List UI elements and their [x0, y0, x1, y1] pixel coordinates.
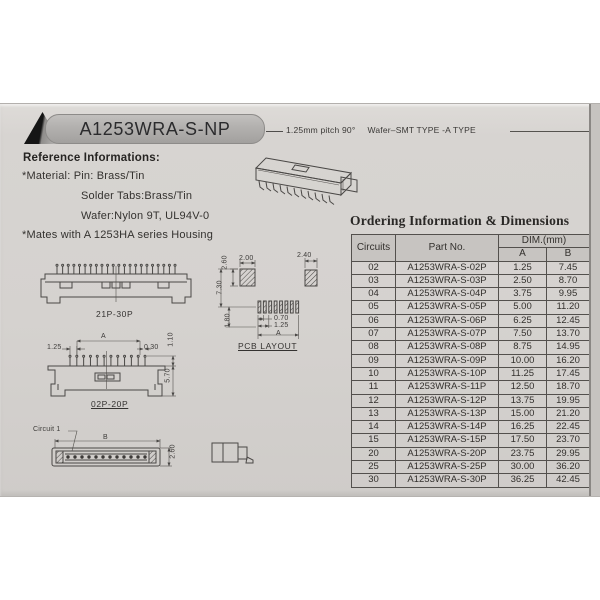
cell-dim-b: 11.20	[547, 301, 590, 314]
table-row	[352, 394, 590, 407]
cell-dim-b: 7.45	[547, 261, 590, 274]
type-note: Wafer–SMT TYPE -A TYPE	[367, 125, 476, 135]
dim-hole-width: 0.70	[274, 315, 289, 322]
cell-dim-a: 6.25	[499, 314, 547, 327]
cell-dim-a: 13.75	[499, 394, 547, 407]
table-row	[352, 301, 590, 314]
dim-a-pcb: A	[276, 330, 281, 337]
cell-dim-b: 17.45	[547, 367, 590, 380]
cell-dim-b: 21.20	[547, 407, 590, 420]
part-number: A1253WRA-S-NP	[79, 118, 231, 139]
pitch-note: 1.25mm pitch 90°	[286, 125, 356, 135]
ordering-title: Ordering Information & Dimensions	[350, 213, 570, 228]
cell-part-no: A1253WRA-S-04P	[396, 288, 499, 301]
part-number-badge	[45, 114, 265, 144]
circuit-1-label: Circuit 1	[33, 426, 61, 433]
ordering-table	[351, 234, 590, 488]
cell-dim-a: 12.50	[499, 381, 547, 394]
table-row	[352, 461, 590, 474]
side-view-drawing	[212, 443, 253, 463]
cell-circuits: 02	[352, 261, 396, 274]
dim-pad-height: 2.60	[221, 255, 229, 270]
front-view-02p-20p-drawing	[36, 329, 181, 401]
cell-part-no: A1253WRA-S-05P	[396, 301, 499, 314]
bottom-view-drawing	[28, 422, 260, 470]
cell-dim-b: 14.95	[547, 341, 590, 354]
page-edge-shadow	[591, 104, 600, 496]
dim-pin-height: 1.10	[167, 332, 175, 347]
cell-dim-b: 18.70	[547, 381, 590, 394]
dim-b-bottom: B	[103, 434, 108, 441]
col-header-part-no: Part No.	[396, 235, 499, 262]
col-header-dim: DIM.(mm)	[499, 235, 590, 248]
cell-circuits: 07	[352, 328, 396, 341]
cell-part-no: A1253WRA-S-14P	[396, 421, 499, 434]
cell-part-no: A1253WRA-S-30P	[396, 474, 499, 487]
dim-body-height: 5.70	[164, 368, 172, 383]
dim-end-pad-width: 2.40	[297, 252, 312, 259]
cell-part-no: A1253WRA-S-07P	[396, 328, 499, 341]
header-subtitle	[286, 125, 476, 135]
cell-circuits: 11	[352, 381, 396, 394]
cell-circuits: 05	[352, 301, 396, 314]
col-header-b: B	[547, 248, 590, 261]
dim-hole-pitch: 1.25	[274, 322, 289, 329]
cell-dim-a: 10.00	[499, 354, 547, 367]
dim-a-mid: A	[101, 333, 106, 340]
table-row	[352, 381, 590, 394]
table-row	[352, 328, 590, 341]
cell-part-no: A1253WRA-S-02P	[396, 261, 499, 274]
table-row	[352, 261, 590, 274]
cell-dim-a: 11.25	[499, 367, 547, 380]
table-row	[352, 314, 590, 327]
cell-dim-b: 9.95	[547, 288, 590, 301]
mid-view-label: 02P-20P	[91, 399, 129, 409]
cell-dim-a: 1.25	[499, 261, 547, 274]
cell-dim-b: 13.70	[547, 328, 590, 341]
cell-circuits: 03	[352, 274, 396, 287]
cell-dim-a: 17.50	[499, 434, 547, 447]
cell-part-no: A1253WRA-S-12P	[396, 394, 499, 407]
cell-dim-b: 42.45	[547, 474, 590, 487]
cell-part-no: A1253WRA-S-06P	[396, 314, 499, 327]
table-row	[352, 274, 590, 287]
bottom-view-pins	[66, 455, 146, 458]
connector-3d-drawing	[248, 146, 378, 212]
cell-part-no: A1253WRA-S-03P	[396, 274, 499, 287]
cell-dim-b: 8.70	[547, 274, 590, 287]
table-row	[352, 421, 590, 434]
reference-title: Reference Informations:	[23, 152, 160, 164]
cell-circuits: 04	[352, 288, 396, 301]
cell-circuits: 25	[352, 461, 396, 474]
cell-dim-b: 29.95	[547, 447, 590, 460]
header-rule-line	[510, 131, 592, 132]
dim-side-height: 2.60	[169, 444, 177, 459]
catalog-page	[0, 103, 600, 497]
table-row	[352, 354, 590, 367]
table-row	[352, 367, 590, 380]
cell-dim-a: 15.00	[499, 407, 547, 420]
cell-circuits: 30	[352, 474, 396, 487]
cell-part-no: A1253WRA-S-20P	[396, 447, 499, 460]
table-row	[352, 341, 590, 354]
dim-row-span: 7.30	[216, 280, 224, 295]
cell-circuits: 12	[352, 394, 396, 407]
cell-circuits: 10	[352, 367, 396, 380]
cell-dim-a: 16.25	[499, 421, 547, 434]
cell-dim-a: 8.75	[499, 341, 547, 354]
cell-dim-a: 2.50	[499, 274, 547, 287]
table-row	[352, 474, 590, 487]
cell-circuits: 13	[352, 407, 396, 420]
cell-part-no: A1253WRA-S-10P	[396, 367, 499, 380]
dim-pitch: 1.25	[47, 344, 62, 351]
cell-dim-a: 5.00	[499, 301, 547, 314]
table-row	[352, 407, 590, 420]
cell-circuits: 15	[352, 434, 396, 447]
table-row	[352, 434, 590, 447]
cell-circuits: 06	[352, 314, 396, 327]
cell-dim-a: 23.75	[499, 447, 547, 460]
cell-dim-a: 30.00	[499, 461, 547, 474]
cell-dim-a: 36.25	[499, 474, 547, 487]
cell-part-no: A1253WRA-S-08P	[396, 341, 499, 354]
cell-circuits: 20	[352, 447, 396, 460]
cell-dim-b: 12.45	[547, 314, 590, 327]
cell-dim-a: 3.75	[499, 288, 547, 301]
front-view-21p-30p-drawing	[36, 256, 211, 314]
dim-pad-width: 2.00	[239, 255, 254, 262]
reference-solder-line: Solder Tabs:Brass/Tin	[81, 190, 193, 202]
cell-circuits: 09	[352, 354, 396, 367]
header-dash-line	[266, 131, 283, 132]
dim-row-offset: 1.80	[224, 313, 232, 328]
cell-circuits: 08	[352, 341, 396, 354]
cell-dim-b: 23.70	[547, 434, 590, 447]
cell-dim-b: 22.45	[547, 421, 590, 434]
cell-part-no: A1253WRA-S-09P	[396, 354, 499, 367]
reference-mates-line: *Mates with A 1253HA series Housing	[22, 229, 214, 241]
cell-circuits: 14	[352, 421, 396, 434]
table-row	[352, 288, 590, 301]
cell-dim-a: 7.50	[499, 328, 547, 341]
cell-part-no: A1253WRA-S-13P	[396, 407, 499, 420]
cell-part-no: A1253WRA-S-25P	[396, 461, 499, 474]
cell-part-no: A1253WRA-S-15P	[396, 434, 499, 447]
cell-part-no: A1253WRA-S-11P	[396, 381, 499, 394]
table-row	[352, 447, 590, 460]
cell-dim-b: 36.20	[547, 461, 590, 474]
col-header-circuits: Circuits	[352, 235, 396, 262]
pcb-pad-row	[258, 301, 299, 313]
pcb-layout-label: PCB LAYOUT	[238, 341, 298, 351]
mid-view-pins	[69, 355, 146, 366]
dim-pin-width: 0.30	[144, 344, 159, 351]
front-view-label: 21P-30P	[96, 309, 134, 319]
reference-material-line: *Material: Pin: Brass/Tin	[22, 170, 145, 182]
ordering-table-body	[352, 261, 590, 487]
col-header-a: A	[499, 248, 547, 261]
cell-dim-b: 19.95	[547, 394, 590, 407]
reference-wafer-line: Wafer:Nylon 9T, UL94V-0	[81, 210, 210, 222]
cell-dim-b: 16.20	[547, 354, 590, 367]
